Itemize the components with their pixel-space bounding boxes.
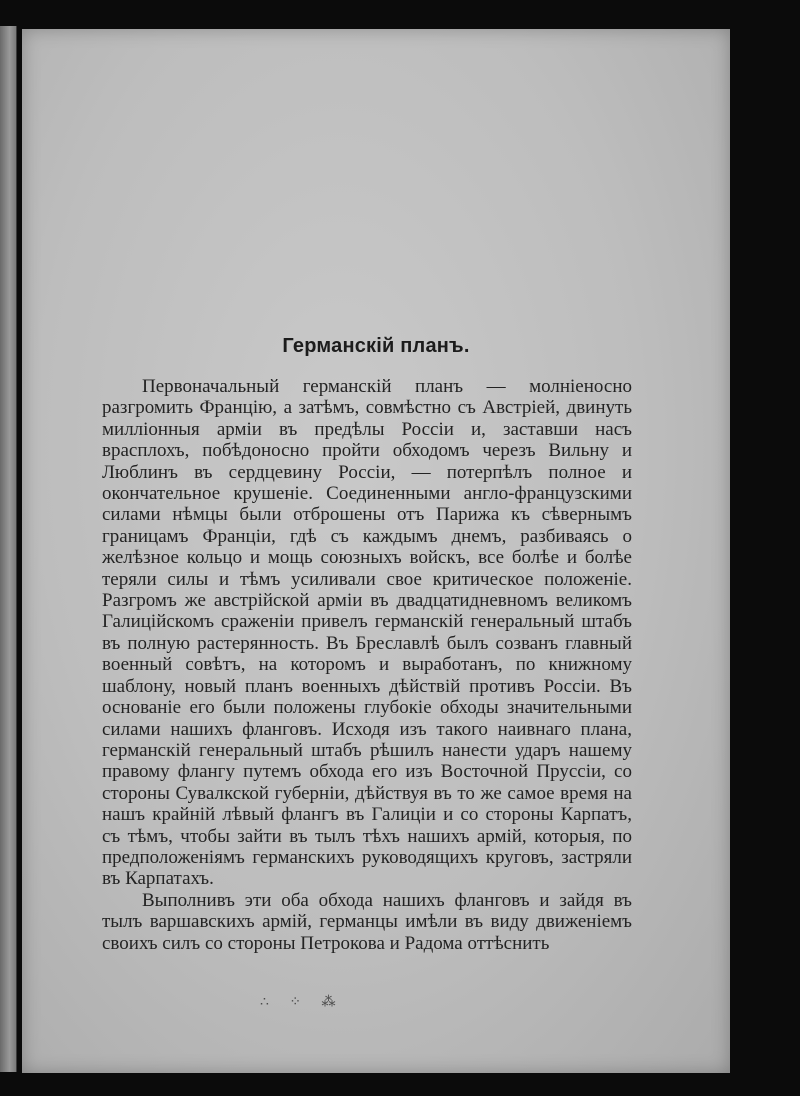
paragraph-1: Первоначальный германскій планъ — молніеносно разгромить Францію, а затѣмъ, совмѣстно съ Австріей, двинуть милліонныя арміи въ предѣлы Россіи и, заставши насъ врасплохъ, побѣдоносно пройти обходомъ черезъ Вильну и Люблинъ въ сердцевину Россіи, — потерпѣлъ полное и окончательное крушеніе. Соединенными англо-французскими силами нѣмцы были отброшены отъ Парижа къ сѣвернымъ границамъ Франціи, гдѣ съ каждымъ днемъ, разбиваясь о желѣзное кольцо и мощь союзныхъ войскъ, все болѣе и болѣе теряли силы и тѣмъ усиливали свое критическое положеніе. Разгромъ же австрійской арміи въ двадцатидневномъ великомъ Галиційскомъ сраженіи привелъ германскій генеральный штабъ въ полную растерянность. Въ Бреславлѣ былъ созванъ главный военный совѣтъ, на которомъ и выработанъ, по книжному шаблону, новый планъ военныхъ дѣйствій противъ Россіи. Въ основаніе его были положены глубокіе обходы значительными силами нашихъ фланговъ. Исходя изъ такого наивнаго плана, германскій генеральный штабъ рѣшилъ нанести ударъ нашему правому флангу путемъ обхода его изъ Восточной Пруссіи, со стороны Сувалкской губерніи, дѣйствуя въ то же самое время на нашъ крайній лѣвый флангъ въ Галиціи и со стороны Карпатъ, съ тѣмъ, чтобы зайти въ тылъ тѣхъ нашихъ армій, которыя, по предположеніямъ германскихъ руководящихъ круговъ, застряли въ Карпатахъ. <box>102 376 632 890</box>
signature-mark: ∴ ⁘ ⁂ <box>260 994 344 1010</box>
page-title: Германскій планъ. <box>282 335 470 357</box>
book-page <box>22 29 730 1073</box>
body-text <box>102 376 632 954</box>
previous-page-edge <box>0 26 17 1072</box>
paragraph-2: Выполнивъ эти оба обхода нашихъ фланговъ и зайдя въ тылъ варшавскихъ армій, германцы имѣли въ виду движеніемъ своихъ силъ со стороны Петрокова и Радома оттѣснить <box>102 889 632 954</box>
